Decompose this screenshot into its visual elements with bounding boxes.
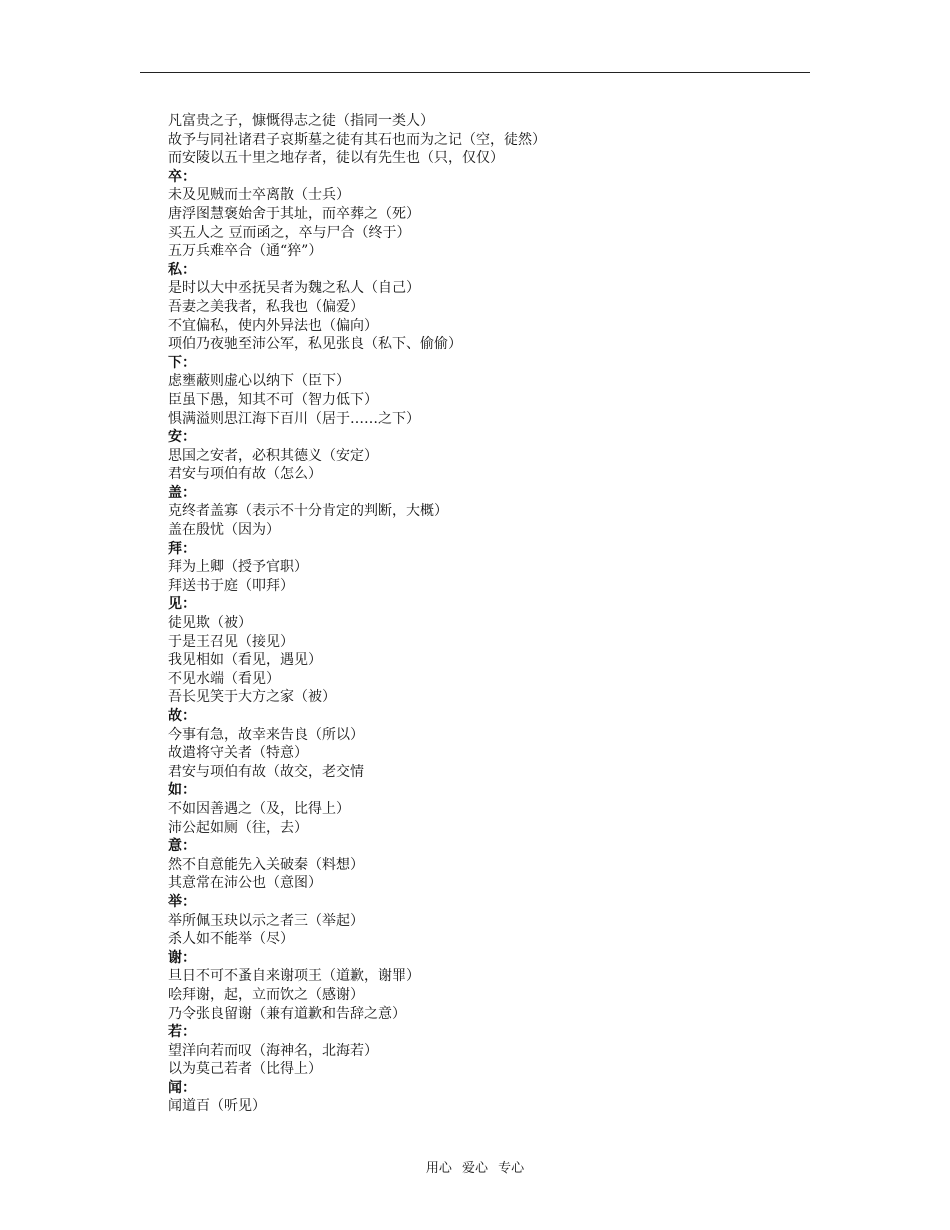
example-line: 五万兵难卒合（通“猝”） bbox=[168, 243, 323, 260]
example-line: 故遣将守关者（特意） bbox=[168, 745, 308, 762]
example-line: 拜为上卿（授予官职） bbox=[168, 559, 308, 576]
example-line: 君安与项伯有故（怎么） bbox=[168, 466, 322, 483]
example-line: 凡富贵之子，慷慨得志之徒（指同一类人） bbox=[168, 113, 434, 129]
example-line: 故予与同社诸君子哀斯墓之徒有其石也而为之记（空，徒然） bbox=[168, 131, 546, 148]
example-line: 吾长见笑于大方之家（被） bbox=[168, 689, 336, 706]
example-line: 克终者盖寡（表示不十分肯定的判断，大概） bbox=[168, 503, 448, 520]
example-line: 吾妻之美我者，私我也（偏爱） bbox=[168, 298, 364, 315]
example-line: 杀人如不能举（尽） bbox=[168, 931, 294, 948]
section-heading: 拜： bbox=[168, 540, 196, 557]
section-heading: 见： bbox=[168, 596, 196, 613]
example-line: 是时以大中丞抚吴者为魏之私人（自己） bbox=[168, 280, 420, 297]
example-line: 项伯乃夜驰至沛公军，私见张良（私下、偷偷） bbox=[168, 336, 462, 353]
example-line: 君安与项伯有故（故交，老交情 bbox=[168, 763, 364, 780]
example-line: 不如因善遇之（及，比得上） bbox=[168, 800, 350, 817]
section-heading: 故： bbox=[168, 708, 196, 724]
example-line: 其意常在沛公也（意图） bbox=[168, 875, 322, 892]
example-line: 盖在殷忧（因为） bbox=[168, 522, 280, 539]
example-line: 乃令张良留谢（兼有道歉和告辞之意） bbox=[168, 1005, 406, 1022]
example-line: 买五人之 豆而函之，卒与尸合（终于） bbox=[168, 224, 411, 241]
section-heading: 意： bbox=[168, 838, 196, 855]
example-line: 然不自意能先入关破秦（料想） bbox=[168, 856, 364, 873]
example-line: 今事有急，故幸来告良（所以） bbox=[168, 726, 364, 743]
section-heading: 举： bbox=[168, 893, 196, 910]
section-heading: 私： bbox=[168, 261, 196, 278]
example-line: 徒见欺（被） bbox=[168, 615, 252, 632]
example-line: 沛公起如厕（往，去） bbox=[168, 819, 308, 836]
section-heading: 卒： bbox=[168, 168, 196, 185]
section-heading: 闻： bbox=[168, 1079, 196, 1096]
example-line: 思国之安者，必积其德义（安定） bbox=[168, 447, 378, 464]
section-heading: 安： bbox=[168, 429, 196, 446]
example-line: 闻道百（听见） bbox=[168, 1098, 266, 1115]
example-line: 望洋向若而叹（海神名，北海若） bbox=[168, 1042, 378, 1059]
example-line: 于是王召见（接见） bbox=[168, 633, 294, 650]
section-heading: 如： bbox=[168, 782, 196, 799]
example-line: 哙拜谢，起，立而饮之（感谢） bbox=[168, 986, 364, 1003]
example-line: 未及见贼而士卒离散（士兵） bbox=[168, 187, 350, 204]
example-line: 拜送书于庭（叩拜） bbox=[168, 577, 294, 594]
section-heading: 若： bbox=[168, 1024, 196, 1041]
example-line: 举所佩玉玦以示之者三（举起） bbox=[168, 912, 364, 929]
example-line: 唐浮图慧褒始舍于其址，而卒葬之（死） bbox=[168, 205, 420, 222]
example-line: 而安陵以五十里之地存者，徒以有先生也（只，仅仅） bbox=[168, 150, 504, 167]
example-line: 虑壅蔽则虚心以纳下（臣下） bbox=[168, 373, 350, 390]
example-line: 旦日不可不蚤自来谢项王（道歉，谢罪） bbox=[168, 968, 420, 985]
section-heading: 盖： bbox=[168, 484, 196, 501]
section-heading: 谢： bbox=[168, 949, 196, 966]
example-line: 我见相如（看见，遇见） bbox=[168, 652, 322, 669]
example-line: 以为莫己若者（比得上） bbox=[168, 1061, 322, 1078]
section-heading: 下： bbox=[168, 354, 196, 371]
page-footer: 用心 爱心 专心 bbox=[425, 1161, 525, 1176]
example-line: 不宜偏私，使内外异法也（偏向） bbox=[168, 317, 378, 334]
example-line: 惧满溢则思江海下百川（居于……之下） bbox=[168, 410, 420, 427]
header-rule bbox=[140, 72, 810, 73]
example-line: 臣虽下愚，知其不可（智力低下） bbox=[168, 391, 378, 408]
document-body bbox=[168, 112, 808, 1116]
example-line: 不见水端（看见） bbox=[168, 670, 280, 687]
